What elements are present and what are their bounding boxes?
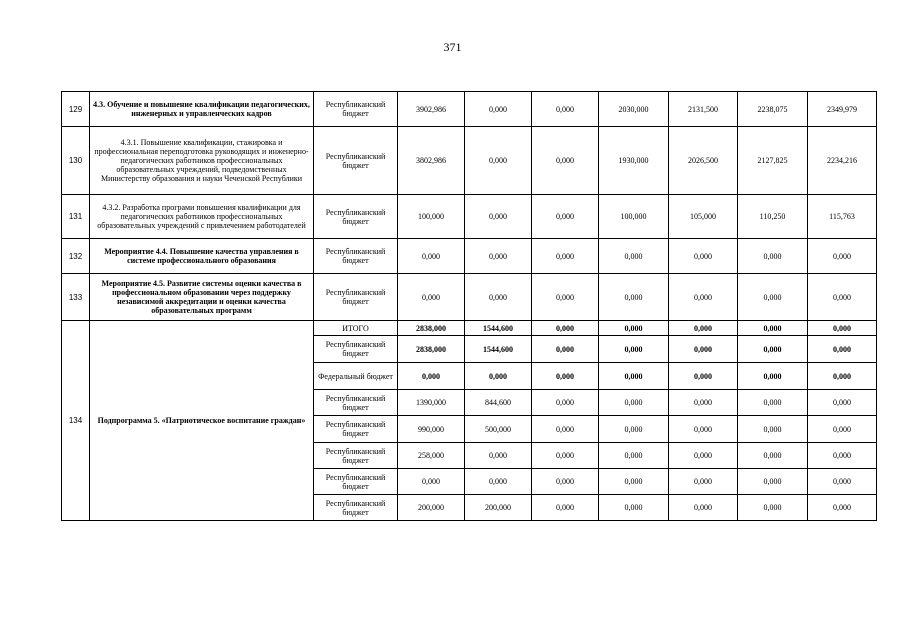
value-cell: 0,000 bbox=[465, 274, 532, 321]
value-cell: 0,000 bbox=[532, 443, 599, 469]
value-cell: 0,000 bbox=[738, 443, 808, 469]
table-row bbox=[62, 321, 877, 336]
value-cell: 2349,979 bbox=[808, 92, 877, 127]
value-cell: 0,000 bbox=[669, 390, 738, 416]
table-row bbox=[62, 274, 877, 321]
value-cell: 0,000 bbox=[532, 469, 599, 495]
row-number: 132 bbox=[62, 239, 90, 274]
value-cell: 0,000 bbox=[669, 274, 738, 321]
funding-source: Федеральный бюджет bbox=[314, 363, 398, 390]
row-name: Мероприятие 4.4. Повышение качества управления в системе профессионального образования bbox=[90, 239, 314, 274]
value-cell: 2131,500 bbox=[669, 92, 738, 127]
table-row bbox=[62, 92, 877, 127]
row-number: 129 bbox=[62, 92, 90, 127]
value-cell: 0,000 bbox=[599, 363, 669, 390]
value-cell: 2838,000 bbox=[398, 336, 465, 363]
value-cell: 0,000 bbox=[532, 274, 599, 321]
table-row bbox=[62, 239, 877, 274]
value-cell: 0,000 bbox=[738, 336, 808, 363]
value-cell: 0,000 bbox=[669, 495, 738, 521]
value-cell: 0,000 bbox=[808, 390, 877, 416]
row-number: 131 bbox=[62, 195, 90, 239]
value-cell: 0,000 bbox=[398, 363, 465, 390]
row-name: 4.3. Обучение и повышение квалификации педагогических, инженерных и управленческих кадров bbox=[90, 92, 314, 127]
row-name: Подпрограмма 5. «Патриотическое воспитание граждан» bbox=[90, 321, 314, 521]
row-number: 130 bbox=[62, 127, 90, 195]
value-cell: 0,000 bbox=[808, 469, 877, 495]
value-cell: 0,000 bbox=[398, 239, 465, 274]
funding-source: Республиканский бюджет bbox=[314, 195, 398, 239]
funding-source: Республиканский бюджет bbox=[314, 274, 398, 321]
value-cell: 0,000 bbox=[669, 416, 738, 443]
value-cell: 0,000 bbox=[599, 495, 669, 521]
row-name: 4.3.1. Повышение квалификации, стажировка и профессиональная переподготовка руководящих и инженерно-педагогических работников профессиональных образовательных учреждений, подведомственных Министерству образования и науки Чеченской Республики bbox=[90, 127, 314, 195]
value-cell: 0,000 bbox=[738, 363, 808, 390]
value-cell: 2238,075 bbox=[738, 92, 808, 127]
table-row bbox=[62, 127, 877, 195]
value-cell: 2030,000 bbox=[599, 92, 669, 127]
value-cell: 0,000 bbox=[808, 239, 877, 274]
value-cell: 990,000 bbox=[398, 416, 465, 443]
value-cell: 0,000 bbox=[532, 336, 599, 363]
value-cell: 0,000 bbox=[599, 321, 669, 336]
row-number: 134 bbox=[62, 321, 90, 521]
funding-source: ИТОГО bbox=[314, 321, 398, 336]
value-cell: 0,000 bbox=[808, 363, 877, 390]
value-cell: 0,000 bbox=[532, 239, 599, 274]
value-cell: 500,000 bbox=[465, 416, 532, 443]
value-cell: 0,000 bbox=[532, 495, 599, 521]
value-cell: 0,000 bbox=[599, 416, 669, 443]
value-cell: 0,000 bbox=[465, 127, 532, 195]
table-body bbox=[62, 92, 877, 521]
value-cell: 1544,600 bbox=[465, 336, 532, 363]
row-name: Мероприятие 4.5. Развитие системы оценки качества в профессиональном образовании через поддержку независимой аккредитации и оценки качества образовательных программ bbox=[90, 274, 314, 321]
funding-source: Республиканский бюджет bbox=[314, 92, 398, 127]
value-cell: 0,000 bbox=[808, 416, 877, 443]
funding-source: Республиканский бюджет bbox=[314, 416, 398, 443]
value-cell: 0,000 bbox=[599, 443, 669, 469]
value-cell: 0,000 bbox=[669, 321, 738, 336]
value-cell: 200,000 bbox=[465, 495, 532, 521]
value-cell: 844,600 bbox=[465, 390, 532, 416]
value-cell: 0,000 bbox=[465, 92, 532, 127]
value-cell: 2127,825 bbox=[738, 127, 808, 195]
value-cell: 0,000 bbox=[808, 443, 877, 469]
value-cell: 0,000 bbox=[532, 416, 599, 443]
value-cell: 3902,986 bbox=[398, 92, 465, 127]
value-cell: 0,000 bbox=[465, 363, 532, 390]
value-cell: 2838,000 bbox=[398, 321, 465, 336]
funding-source: Республиканский бюджет bbox=[314, 469, 398, 495]
value-cell: 200,000 bbox=[398, 495, 465, 521]
funding-source: Республиканский бюджет bbox=[314, 336, 398, 363]
value-cell: 1930,000 bbox=[599, 127, 669, 195]
value-cell: 0,000 bbox=[532, 363, 599, 390]
value-cell: 105,000 bbox=[669, 195, 738, 239]
value-cell: 115,763 bbox=[808, 195, 877, 239]
value-cell: 258,000 bbox=[398, 443, 465, 469]
value-cell: 1390,000 bbox=[398, 390, 465, 416]
value-cell: 0,000 bbox=[808, 274, 877, 321]
value-cell: 0,000 bbox=[599, 469, 669, 495]
value-cell: 0,000 bbox=[532, 127, 599, 195]
value-cell: 0,000 bbox=[599, 239, 669, 274]
value-cell: 0,000 bbox=[532, 92, 599, 127]
value-cell: 0,000 bbox=[738, 469, 808, 495]
value-cell: 0,000 bbox=[465, 469, 532, 495]
value-cell: 100,000 bbox=[398, 195, 465, 239]
value-cell: 0,000 bbox=[599, 336, 669, 363]
budget-table bbox=[61, 91, 877, 521]
value-cell: 0,000 bbox=[808, 321, 877, 336]
value-cell: 0,000 bbox=[465, 239, 532, 274]
value-cell: 0,000 bbox=[465, 195, 532, 239]
row-name: 4.3.2. Разработка програми повышения квалификации для педагогических работников профессиональных образовательных учреждений с привлечением работодателей bbox=[90, 195, 314, 239]
value-cell: 0,000 bbox=[669, 239, 738, 274]
table-row bbox=[62, 195, 877, 239]
funding-source: Республиканский бюджет bbox=[314, 495, 398, 521]
value-cell: 0,000 bbox=[532, 321, 599, 336]
value-cell: 0,000 bbox=[738, 321, 808, 336]
value-cell: 0,000 bbox=[532, 390, 599, 416]
funding-source: Республиканский бюджет bbox=[314, 443, 398, 469]
value-cell: 1544,600 bbox=[465, 321, 532, 336]
value-cell: 0,000 bbox=[808, 495, 877, 521]
value-cell: 0,000 bbox=[398, 469, 465, 495]
value-cell: 3802,986 bbox=[398, 127, 465, 195]
value-cell: 0,000 bbox=[669, 443, 738, 469]
value-cell: 0,000 bbox=[532, 195, 599, 239]
funding-source: Республиканский бюджет bbox=[314, 239, 398, 274]
value-cell: 0,000 bbox=[738, 416, 808, 443]
value-cell: 100,000 bbox=[599, 195, 669, 239]
value-cell: 110,250 bbox=[738, 195, 808, 239]
value-cell: 0,000 bbox=[669, 336, 738, 363]
funding-source: Республиканский бюджет bbox=[314, 390, 398, 416]
value-cell: 0,000 bbox=[808, 336, 877, 363]
value-cell: 0,000 bbox=[738, 274, 808, 321]
page-number: 371 bbox=[443, 40, 462, 54]
value-cell: 0,000 bbox=[465, 443, 532, 469]
value-cell: 0,000 bbox=[599, 390, 669, 416]
value-cell: 0,000 bbox=[669, 363, 738, 390]
funding-source: Республиканский бюджет bbox=[314, 127, 398, 195]
value-cell: 2234,216 bbox=[808, 127, 877, 195]
value-cell: 2026,500 bbox=[669, 127, 738, 195]
value-cell: 0,000 bbox=[398, 274, 465, 321]
row-number: 133 bbox=[62, 274, 90, 321]
value-cell: 0,000 bbox=[738, 239, 808, 274]
value-cell: 0,000 bbox=[738, 495, 808, 521]
value-cell: 0,000 bbox=[738, 390, 808, 416]
value-cell: 0,000 bbox=[599, 274, 669, 321]
value-cell: 0,000 bbox=[669, 469, 738, 495]
